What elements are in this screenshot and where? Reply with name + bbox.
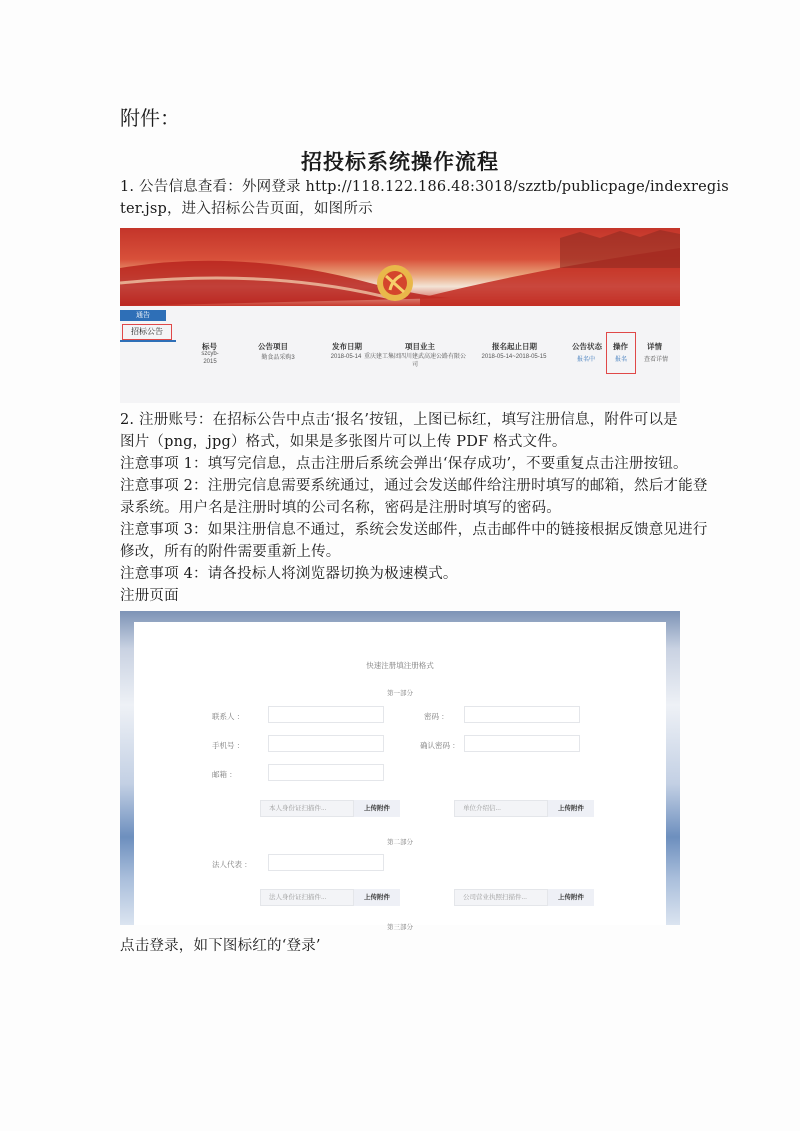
password-label: 密码 ： — [424, 712, 449, 721]
col-header-date: 发布日期 — [332, 342, 362, 351]
email-label: 邮箱 ： — [212, 770, 237, 779]
contact-label: 联系人 ： — [212, 712, 245, 721]
id-scan-field[interactable]: 本人身份证扫描件... — [260, 800, 354, 817]
upload-legal-id-button[interactable]: 上传附件 — [354, 889, 400, 906]
unit-letter-field[interactable]: 单位介绍信... — [454, 800, 548, 817]
row-code-1: szcyb- — [201, 351, 219, 357]
banner-image — [120, 228, 680, 306]
col-header-status: 公告状态 — [572, 342, 602, 351]
contact-input[interactable] — [268, 706, 384, 723]
step1-line2: ter.jsp，进入招标公告页面，如图所示 — [120, 201, 373, 217]
legal-rep-input[interactable] — [268, 854, 384, 871]
note2-line1: 注意事项 2：注册完信息需要系统通过，通过会发送邮件给注册时填写的邮箱，然后才能登 — [120, 478, 708, 494]
row-date: 2018-05-14 — [330, 354, 362, 360]
note1: 注意事项 1：填写完信息，点击注册后系统会弹出‘保存成功’，不要重复点击注册按钮。 — [120, 456, 688, 472]
tab-bid-announcement[interactable]: 招标公告 — [122, 324, 172, 340]
legal-id-field[interactable]: 法人身份证扫描件... — [260, 889, 354, 906]
attachment-label: 附件： — [120, 106, 180, 130]
row-project: 勤食品采购3 — [261, 355, 295, 361]
col-header-code: 标号 — [202, 342, 217, 351]
upload-id-button[interactable]: 上传附件 — [354, 800, 400, 817]
registration-card — [134, 622, 666, 931]
document-title: 招投标系统操作流程 — [301, 149, 499, 174]
tab-underline — [120, 340, 176, 342]
phone-input[interactable] — [268, 735, 384, 752]
row-status: 报名中 — [576, 357, 595, 363]
note3-line2: 修改，所有的附件需要重新上传。 — [120, 544, 341, 560]
highlight-box — [606, 332, 636, 374]
step2-line1: 2. 注册账号：在招标公告中点击‘报名’按钮，上图已标红，填写注册信息，附件可以是 — [120, 412, 678, 428]
password-input[interactable] — [464, 706, 580, 723]
login-instruction: 点击登录，如下图标红的‘登录’ — [120, 938, 321, 954]
col-header-detail: 详情 — [647, 342, 662, 351]
row-owner-1: 重庆建工集团四川建武高速公路有限公 — [363, 354, 466, 360]
legal-rep-label: 法人代表 ： — [212, 860, 252, 869]
note2-line2: 录系统。用户名是注册时填的公司名称，密码是注册时填写的密码。 — [120, 500, 561, 516]
confirm-password-input[interactable] — [464, 735, 580, 752]
col-header-period: 报名起止日期 — [492, 342, 537, 351]
note3-line1: 注意事项 3：如果注册信息不通过，系统会发送邮件，点击邮件中的链接根据反馈意见进行 — [120, 522, 708, 538]
signup-link[interactable]: 报名 — [614, 357, 627, 363]
col-header-action: 操作 — [613, 342, 628, 351]
col-header-project: 公告项目 — [258, 342, 288, 351]
confirm-password-label: 确认密码 ： — [420, 741, 460, 750]
note4: 注意事项 4：请各投标人将浏览器切换为极速模式。 — [120, 566, 458, 582]
registration-screenshot — [120, 611, 680, 931]
upload-license-button[interactable]: 上传附件 — [548, 889, 594, 906]
section-3-label: 第三部分 — [387, 924, 413, 931]
step2-line2: 图片（png，jpg）格式，如果是多张图片可以上传 PDF 格式文件。 — [120, 434, 567, 450]
company-license-field[interactable]: 公司营业执照扫描件... — [454, 889, 548, 906]
row-period: 2018-05-14~2018-05-15 — [481, 354, 547, 360]
upload-letter-button[interactable]: 上传附件 — [548, 800, 594, 817]
row-code-2: 2015 — [203, 359, 217, 365]
row-owner-2: 司 — [411, 362, 418, 368]
section-2-label: 第二部分 — [387, 839, 413, 846]
tab-notice[interactable]: 通告 — [120, 310, 166, 321]
section-1-label: 第一部分 — [387, 690, 413, 697]
phone-label: 手机号 ： — [212, 741, 245, 750]
detail-link[interactable]: 查看详情 — [643, 357, 668, 363]
email-input[interactable] — [268, 764, 384, 781]
registration-page-label: 注册页面 — [120, 588, 179, 604]
announcement-screenshot — [120, 228, 680, 403]
form-title: 快速注册填注册格式 — [366, 661, 434, 670]
step1-line1: 1. 公告信息查看：外网登录 http://118.122.186.48:3018/szztb/publicpage/indexregis — [120, 179, 729, 195]
col-header-owner: 项目业主 — [405, 342, 435, 351]
